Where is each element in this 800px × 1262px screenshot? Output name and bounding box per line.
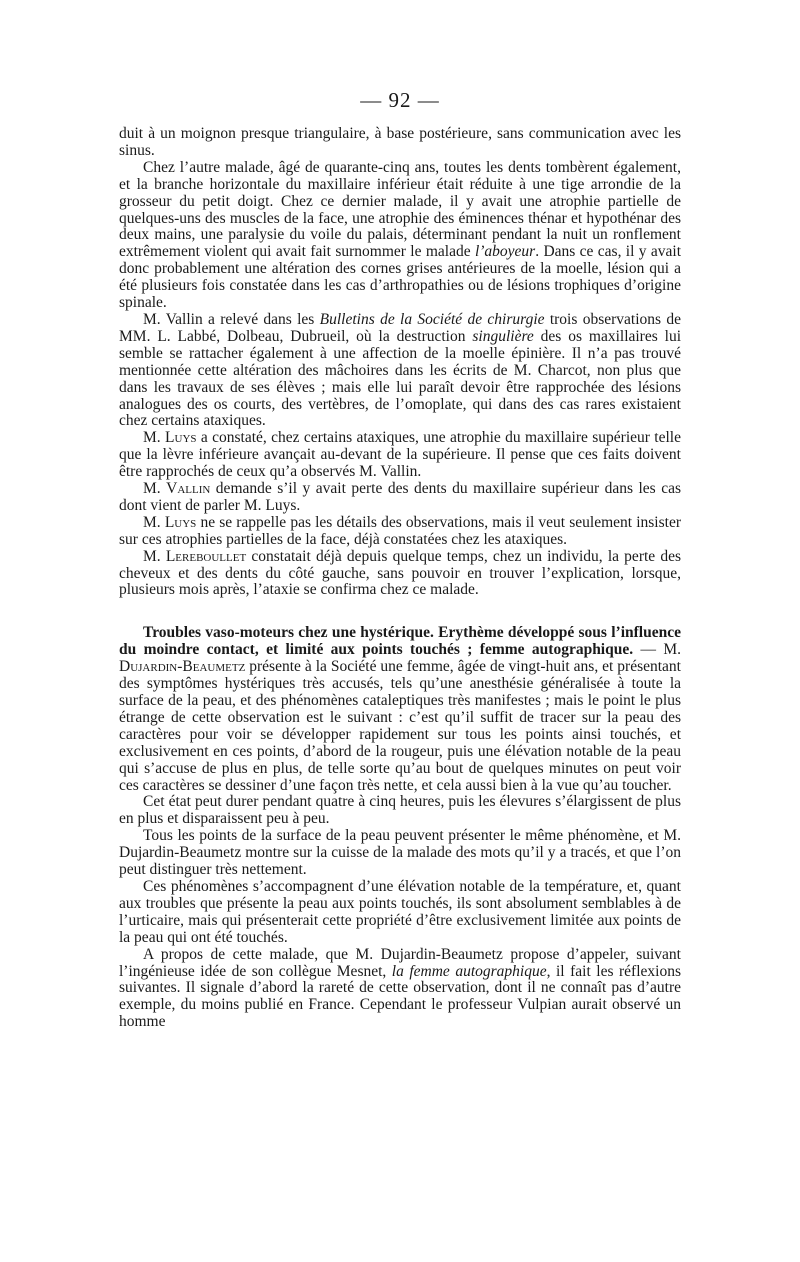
paragraph-vallin-question xyxy=(119,481,681,515)
paragraph-luys-2 xyxy=(119,515,681,549)
paragraph-luys-1 xyxy=(119,430,681,481)
paragraph-femme-autographique xyxy=(119,947,681,1032)
speaker-name: Luys xyxy=(165,429,197,447)
speaker-name: Luys xyxy=(164,513,197,531)
paragraph-text: . Dans ce cas, il y avait donc probablement une altération des cornes grises antérieures de la moelle, lésion qui a été plusieurs fois constatée dans les cas d’arthropathies ou de lésions trophiques d’origine spinale. xyxy=(119,243,682,312)
paragraph-text: duit à un moignon presque triangulaire, à base postérieure, sans communication avec les sinus. xyxy=(119,125,681,159)
body-text xyxy=(119,126,681,1031)
paragraph-other-patient xyxy=(119,160,681,312)
paragraph-vallin xyxy=(119,312,681,430)
speaker-name: Dujardin-Beaumetz xyxy=(119,658,246,676)
speaker-prefix: — M. xyxy=(633,641,681,659)
paragraph-skin-surface xyxy=(119,828,681,879)
journal-title-italic: Bulletins de la Société de chirurgie xyxy=(319,310,545,328)
paragraph-text: A propos de cette malade, que M. Dujardin-Beaumetz propose d’appeler, suivant l’ingénieuse idée de son collègue Mesnet, xyxy=(119,945,681,980)
paragraph-lereboullet xyxy=(119,549,681,600)
paragraph-text: trois observations de MM. L. Labbé, Dolbeau, Dubrueil, où la destruction xyxy=(119,310,681,345)
speaker-prefix: M. xyxy=(143,480,167,498)
paragraph-text: Ces phénomènes s’accompagnent d’une élévation notable de la température, et, quant aux troubles que présente la peau aux points touchés, ils sont absolument semblables à de l’urticaire, mais qui présenterait cette propriété d’être exclusivement limitée aux points de la peau qui ont été touchés. xyxy=(119,877,681,946)
paragraph-text: ne se rappelle pas les détails des observations, mais il veut seulement insister sur ces atrophies partielles de la face, déjà constatées chez les ataxiques. xyxy=(119,513,681,548)
paragraph-text: présente à la Société une femme, âgée de vingt-huit ans, et présentant des symptômes hystériques très accusés, tels qu’une anesthésie généralisée à toute la surface de la peau, et des phénomènes cataleptiques très manifestes ; mais le point le plus étrange de cette observation est le suivant : c’est qu’il suffit de tracer sur la peau des caractères pour voir se développer rapidement sur tous les points ainsi touchés, et exclusivement en ces points, d’abord de la rougeur, puis une élévation notable de la peau qui s’accuse de plus en plus, de telle sorte qu’au bout de quelques minutes on peut voir ces caractères se dessiner d’une façon très nette, et cela aussi bien à la vue qu’au toucher. xyxy=(119,658,681,794)
paragraph-text: des os maxillaires lui semble se rattacher également à une affection de la moelle épinière. Il n’a pas trouvé mentionnée cette altération des mâchoires dans les écrits de M. Charcot, non plus que dans les travaux de ses élèves ; mais elle lui paraît devoir être rapprochée des lésions analogues des os courts, des vertèbres, de l’omoplate, qui dans des cas rares existaient chez certains ataxiques. xyxy=(119,327,681,430)
speaker-prefix: M. xyxy=(143,547,166,565)
speaker-name: Vallin xyxy=(166,480,211,498)
paragraph-text: , il fait les réflexions suivantes. Il signale d’abord la rareté de cette observation, dont il ne connaît pas d’autre exemple, du moins publié en France. Cependant le professeur Vulpian aurait observé un homme xyxy=(119,962,681,1031)
paragraph-text: Chez l’autre malade, âgé de quarante-cinq ans, toutes les dents tombèrent également, et la branche horizontale du maxillaire inférieur était réduite à une tige arrondie de la grosseur du petit doigt. Chez ce dernier malade, il y avait une atrophie partielle de quelques-uns des muscles de la face, une atrophie des éminences thénar et hypothénar des deux mains, une paralysie du voile du palais, déterminant pendant la nuit un ronflement extrêmement violent qui avait fait surnommer le malade xyxy=(119,158,681,261)
speaker-prefix: M. xyxy=(143,429,166,447)
paragraph-continuation xyxy=(119,126,681,160)
paragraph-duration xyxy=(119,794,681,828)
paragraph-text: Tous les points de la surface de la peau peuvent présenter le même phénomène, et M. Dujardin-Beaumetz montre sur la cuisse de la malade des mots qu’il y a tracés, et que l’on peut distinguer très nettement. xyxy=(119,827,681,879)
speaker-name: Lereboullet xyxy=(165,547,247,565)
paragraph-text: M. Vallin a relevé dans les xyxy=(143,310,320,328)
paragraph-text: a constaté, chez certains ataxiques, une atrophie du maxillaire supérieur telle que la lèvre inférieure avançait au-devant de la supérieure. Il pense que ces faits doivent être rapprochés de ceux qu’a observés M. Vallin. xyxy=(119,429,681,481)
section-title: Troubles vaso-moteurs chez une hystérique. Erythème développé sous l’influence du moindre contact, et limité aux points touchés ; femme autographique. xyxy=(119,624,681,659)
emphasis-italic: singulière xyxy=(472,327,534,345)
paragraph-text: demande s’il y avait perte des dents du maxillaire supérieur dans les cas dont vient de parler M. Luys. xyxy=(119,480,681,514)
paragraph-temperature xyxy=(119,879,681,947)
paragraph-text: constatait déjà depuis quelque temps, chez un individu, la perte des cheveux et des dents du côté gauche, sans pouvoir en trouver l’explication, lorsque, plusieurs mois après, l’ataxie se confirma chez ce malade. xyxy=(119,547,681,599)
page-number: — 92 — xyxy=(360,88,440,112)
speaker-prefix: M. xyxy=(143,513,165,531)
paragraph-text: Cet état peut durer pendant quatre à cinq heures, puis les élevures s’élargissent de plus en plus et disparaissent peu à peu. xyxy=(119,793,681,828)
nickname-italic: l’aboyeur xyxy=(474,243,536,261)
section-vaso-moteurs xyxy=(119,625,681,794)
term-italic: la femme autographique xyxy=(391,962,547,980)
